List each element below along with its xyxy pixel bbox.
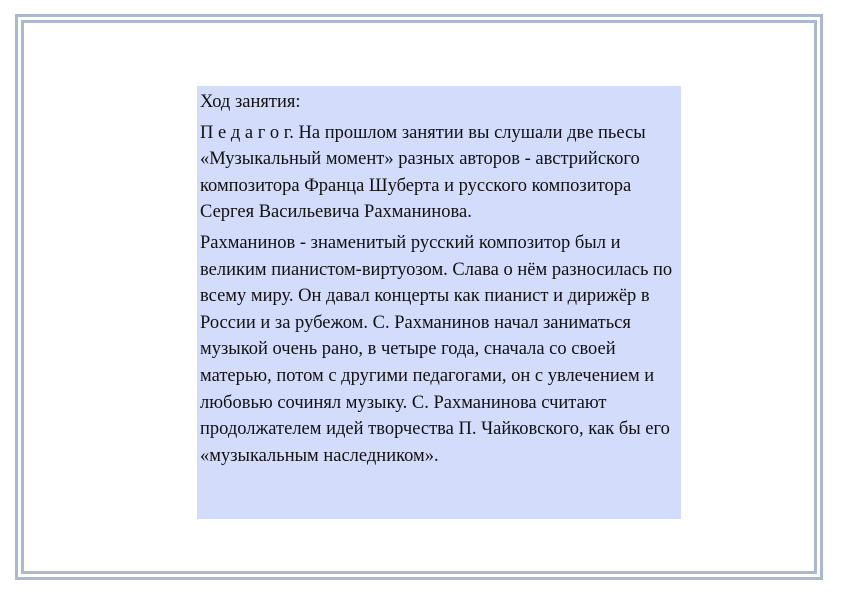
lesson-heading: Ход занятия: xyxy=(200,92,301,112)
lesson-paragraph-teacher xyxy=(200,120,677,226)
paragraph-1-text: На прошлом занятии вы слушали две пьесы «Музыкальный момент» разных авторов - австрийского композитора Франца Шуберта и русского композитора Сергея Васильевича Рахманинова. xyxy=(200,122,646,223)
lesson-paragraph-rachmaninov: Рахманинов - знаменитый русский композитор был и великим пианистом-виртуозом. Слава о нём разносилась по всему миру. Он давал концерты как пианист и дирижёр в России и за рубежом. С. Рахманинов начал заниматься музыкой очень рано, в четыре года, сначала со своей матерью, потом с другими педагогами, он с увлечением и любовью сочинял музыку. С. Рахманинова считают продолжателем идей творчества П. Чайковского, как бы его «музыкальным наследником». xyxy=(200,232,673,466)
lesson-text-box xyxy=(197,86,681,519)
speaker-label: П е д а г о г. xyxy=(200,122,294,143)
